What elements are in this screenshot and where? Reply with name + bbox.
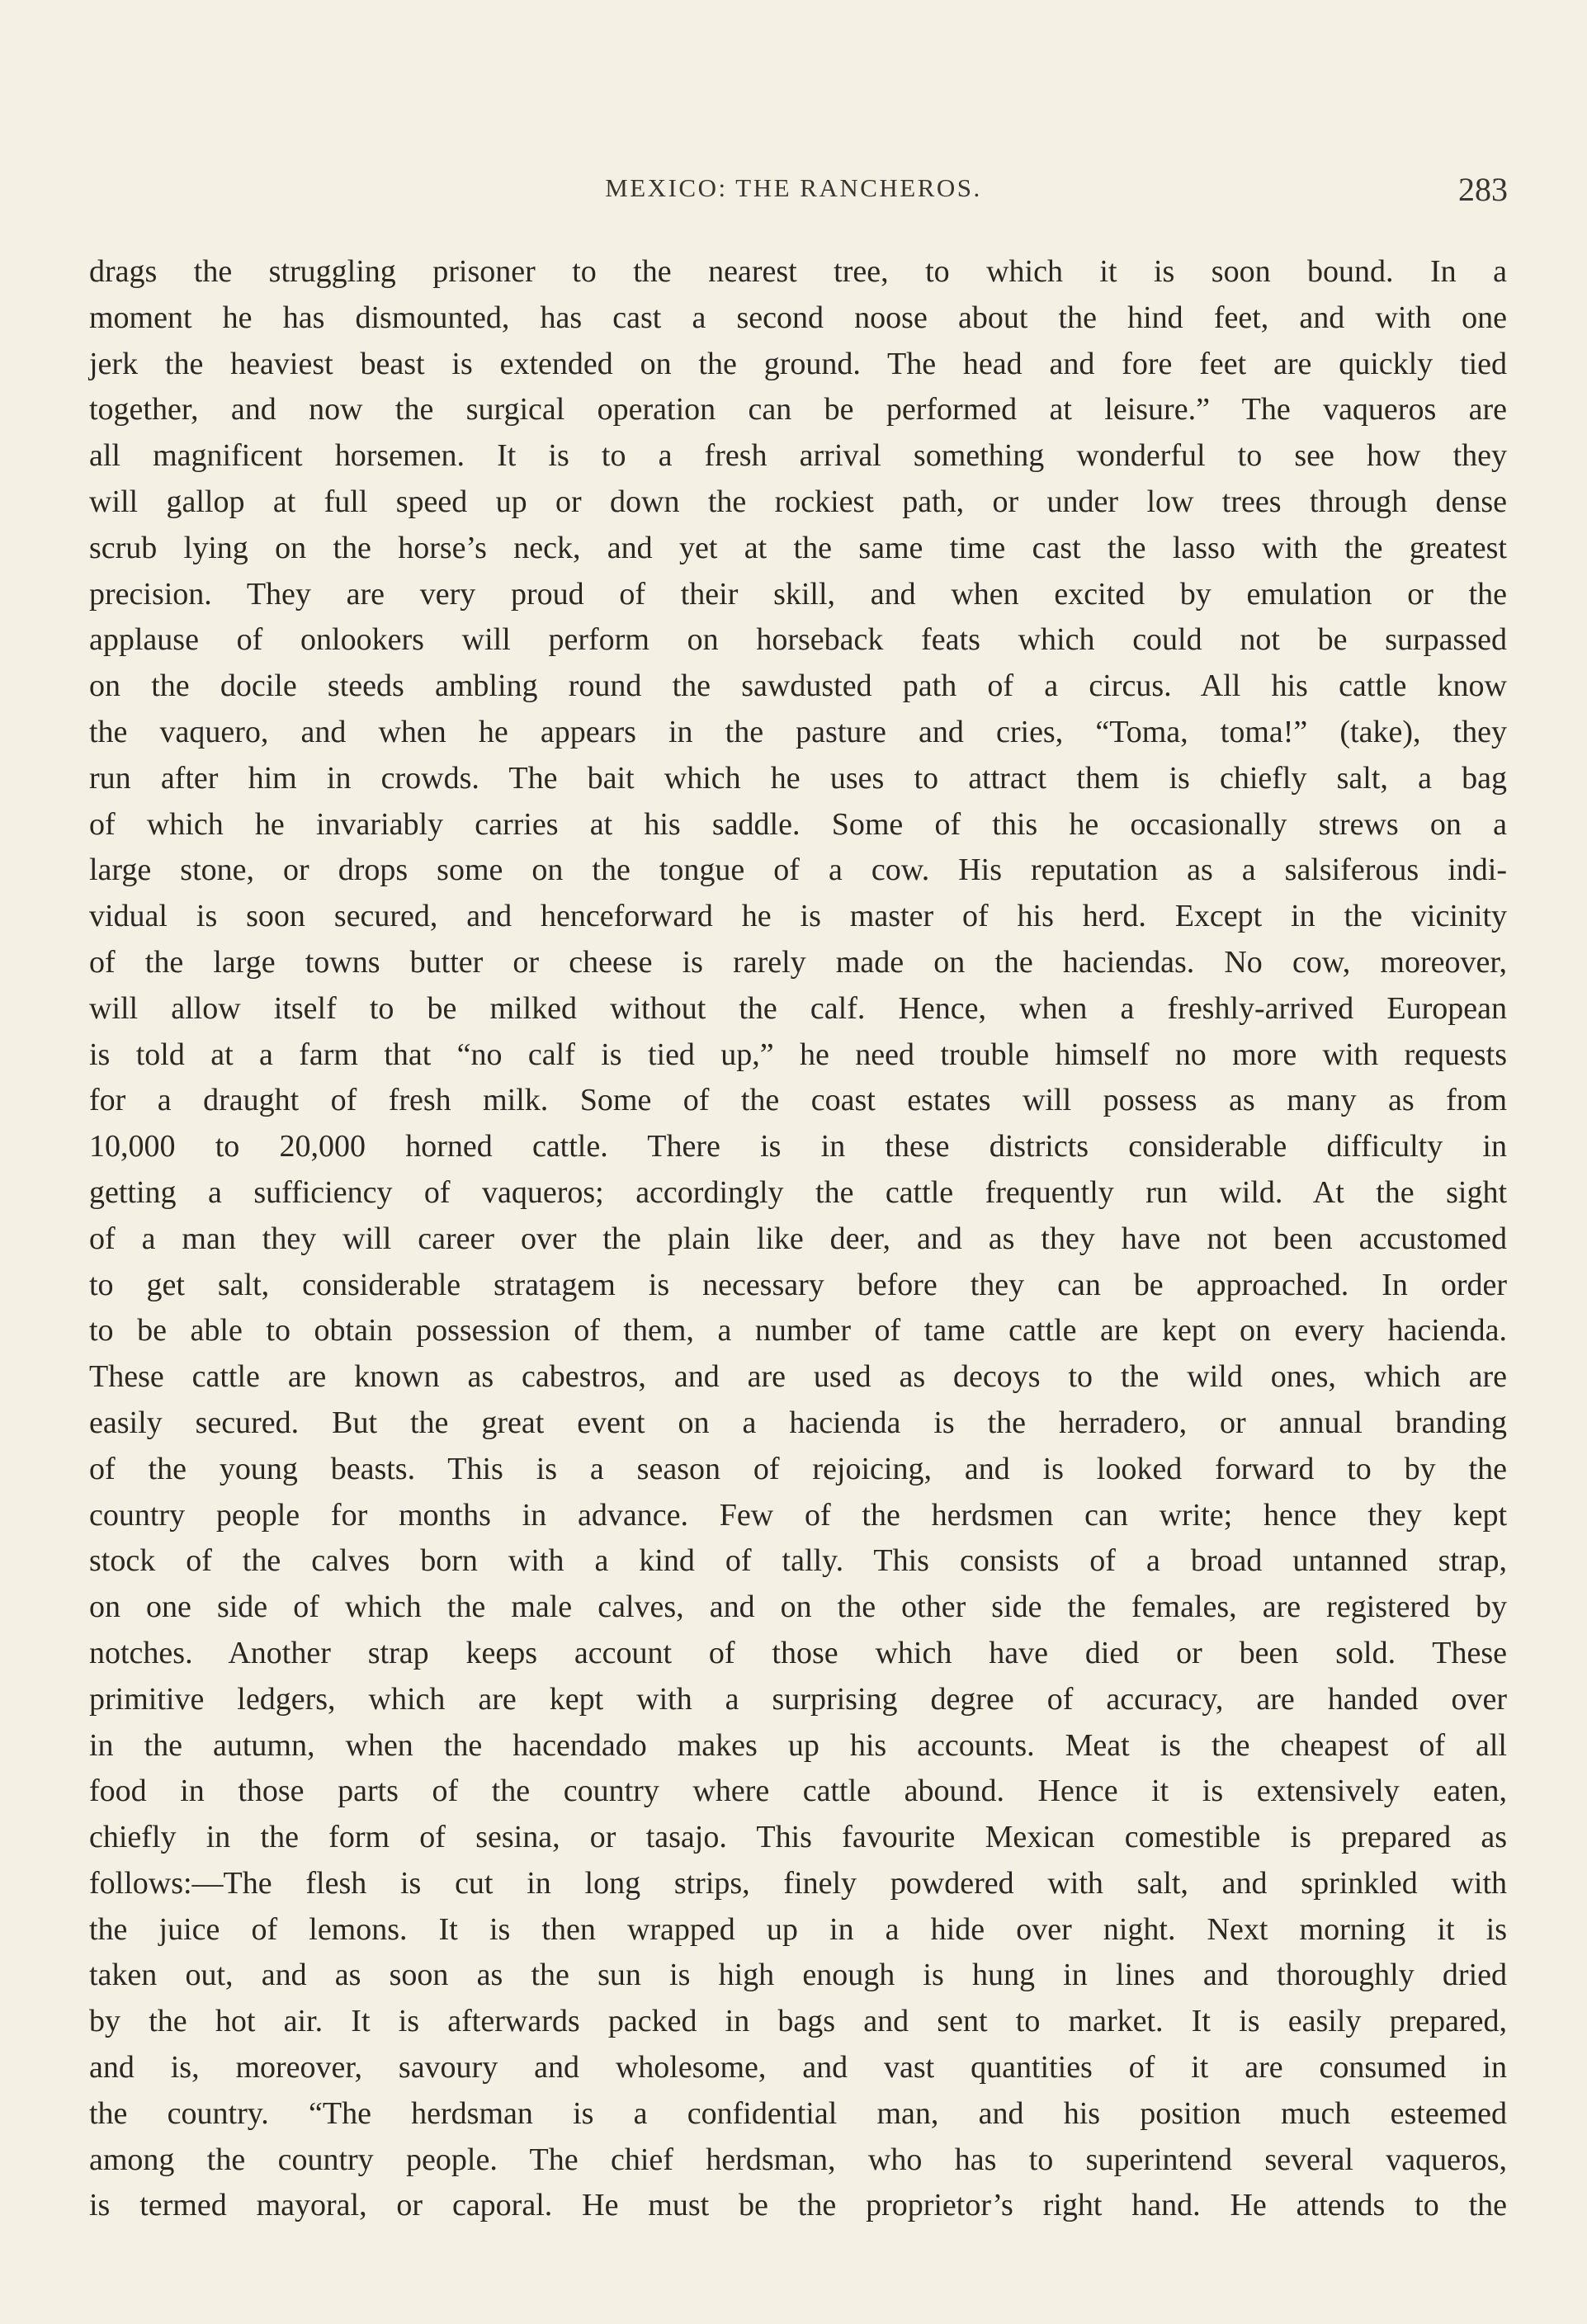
text-line: chiefly in the form of sesina, or tasajo. This favourite Mexican comestible is prepared as [89,1820,1507,1855]
text-line: among the country people. The chief herdsman, who has to superintend several vaqueros, [89,2142,1507,2177]
text-line: in the autumn, when the hacendado makes up his accounts. Meat is the cheapest of all [89,1727,1507,1763]
text-line: will gallop at full speed up or down the rockiest path, or under low trees through dense [89,484,1507,519]
text-line: to be able to obtain possession of them, a number of tame cattle are kept on every hacienda. [89,1313,1507,1349]
text-line: vidual is soon secured, and henceforward he is master of his herd. Except in the vicinity [89,899,1507,934]
text-line: and is, moreover, savoury and wholesome, and vast quantities of it are consumed in [89,2050,1507,2085]
text-line: food in those parts of the country where cattle abound. Hence it is extensively eaten, [89,1774,1507,1809]
text-line: notches. Another strap keeps account of those which have died or been sold. These [89,1635,1507,1670]
body-text [89,249,1507,2229]
text-line: stock of the calves born with a kind of tally. This consists of a broad untanned strap, [89,1543,1507,1579]
text-line: easily secured. But the great event on a hacienda is the herradero, or annual branding [89,1405,1507,1440]
text-line: of which he invariably carries at his saddle. Some of this he occasionally strews on a [89,806,1507,842]
text-line: applause of onlookers will perform on horseback feats which could not be surpassed [89,622,1507,658]
text-line: moment he has dismounted, has cast a second noose about the hind feet, and with one [89,300,1507,335]
text-line: getting a sufficiency of vaqueros; accordingly the cattle frequently run wild. At the sight [89,1174,1507,1210]
text-line: all magnificent horsemen. It is to a fresh arrival something wonderful to see how they [89,438,1507,474]
text-line: to get salt, considerable stratagem is necessary before they can be approached. In order [89,1267,1507,1302]
text-line: 10,000 to 20,000 horned cattle. There is in these districts considerable difficulty in [89,1129,1507,1164]
text-line: follows:—The flesh is cut in long strips, finely powdered with salt, and sprinkled with [89,1865,1507,1901]
text-line: scrub lying on the horse’s neck, and yet at the same time cast the lasso with the greatest [89,530,1507,565]
text-line: large stone, or drops some on the tongue of a cow. His reputation as a salsiferous indi- [89,853,1507,888]
text-line: of the large towns butter or cheese is rarely made on the haciendas. No cow, moreover, [89,944,1507,980]
text-line: for a draught of fresh milk. Some of the coast estates will possess as many as from [89,1083,1507,1118]
text-line: of a man they will career over the plain like deer, and as they have not been accustomed [89,1221,1507,1256]
text-line: taken out, and as soon as the sun is high enough is hung in lines and thoroughly dried [89,1958,1507,1993]
text-line: These cattle are known as cabestros, and are used as decoys to the wild ones, which are [89,1359,1507,1395]
text-line: the country. “The herdsman is a confidential man, and his position much esteemed [89,2095,1507,2131]
text-line: drags the struggling prisoner to the nearest tree, to which it is soon bound. In a [89,254,1507,289]
text-line: precision. They are very proud of their skill, and when excited by emulation or the [89,576,1507,612]
text-line: is termed mayoral, or caporal. He must be the proprietor’s right hand. He attends to the [89,2188,1507,2223]
text-line: jerk the heaviest beast is extended on the ground. The head and fore feet are quickly tied [89,346,1507,381]
text-line: country people for months in advance. Few of the herdsmen can write; hence they kept [89,1497,1507,1533]
text-line: the vaquero, and when he appears in the pasture and cries, “Toma, toma!” (take), they [89,714,1507,749]
text-line: on the docile steeds ambling round the sawdusted path of a circus. All his cattle know [89,668,1507,704]
text-line: of the young beasts. This is a season of rejoicing, and is looked forward to by the [89,1451,1507,1486]
text-line: on one side of which the male calves, and on the other side the females, are registered by [89,1589,1507,1625]
text-line: together, and now the surgical operation can be performed at leisure.” The vaqueros are [89,392,1507,427]
text-line: the juice of lemons. It is then wrapped up in a hide over night. Next morning it is [89,1911,1507,1947]
text-line: primitive ledgers, which are kept with a surprising degree of accuracy, are handed over [89,1681,1507,1717]
text-line: is told at a farm that “no calf is tied up,” he need trouble himself no more with requests [89,1037,1507,1072]
running-head [0,173,1587,215]
page-number: 283 [1458,171,1508,208]
text-line: by the hot air. It is afterwards packed in bags and sent to market. It is easily prepared, [89,2004,1507,2039]
running-title: MEXICO: THE RANCHEROS. [605,173,982,202]
text-line: run after him in crowds. The bait which he uses to attract them is chiefly salt, a bag [89,760,1507,796]
text-line: will allow itself to be milked without the calf. Hence, when a freshly-arrived European [89,990,1507,1026]
